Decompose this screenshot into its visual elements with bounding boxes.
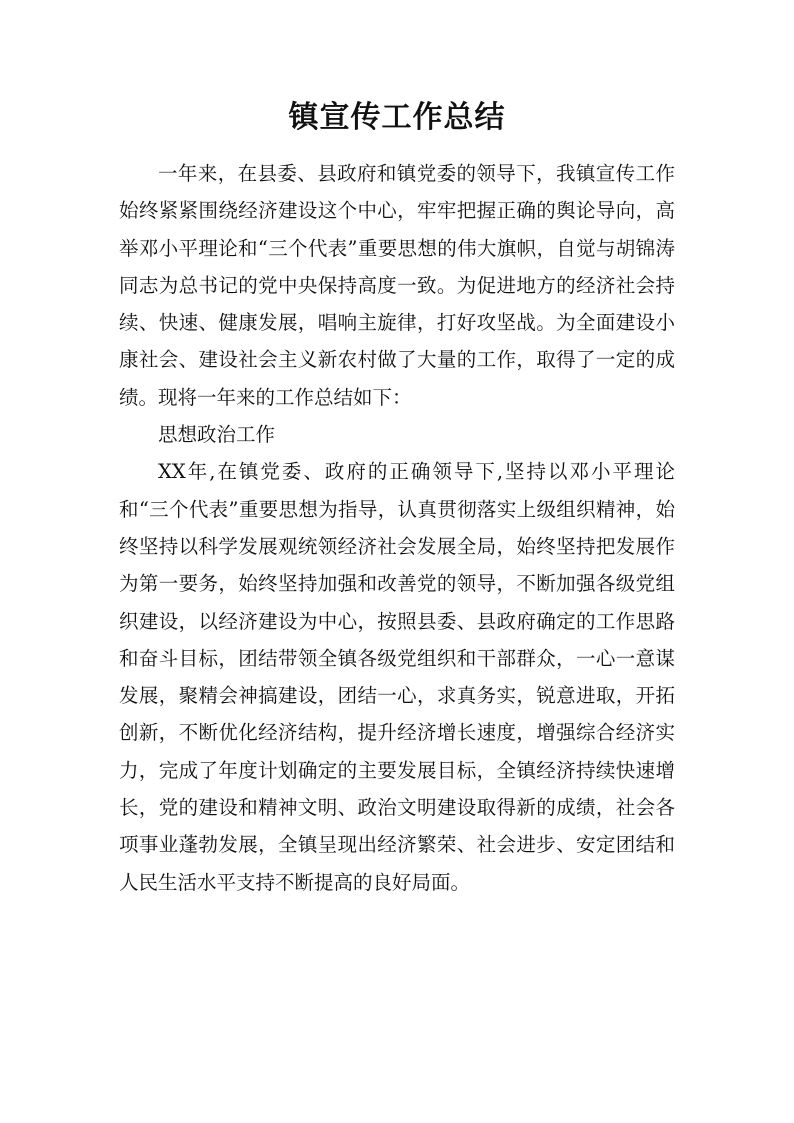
section-paragraph: XX年,在镇党委、政府的正确领导下,坚持以邓小平理论和“三个代表”重要思想为指导，认真贯彻落实上级组织精神，始终坚持以科学发展观统领经济社会发展全局，始终坚持把发展作为第一要务，始终坚持加强和改善党的领导，不断加强各级党组织建设，以经济建设为中心，按照县委、县政府确定的工作思路和奋斗目标，团结带领全镇各级党组织和干部群众，一心一意谋发展，聚精会神搞建设，团结一心，求真务实，锐意进取，开拓创新，不断优化经济结构，提升经济增长速度，增强综合经济实力，完成了年度计划确定的主要发展目标，全镇经济持续快速增长，党的建设和精神文明、政治文明建设取得新的成绩，社会各项事业蓬勃发展，全镇呈现出经济繁荣、社会进步、安定团结和人民生活水平支持不断提高的良好局面。 (119, 460, 675, 894)
document-body (119, 155, 675, 901)
section-heading: 思想政治工作 (158, 423, 276, 447)
intro-paragraph: 一年来，在县委、县政府和镇党委的领导下，我镇宣传工作始终紧紧围绕经济建设这个中心，牢牢把握正确的舆论导向，高举邓小平理论和“三个代表”重要思想的伟大旗帜，自觉与胡锦涛同志为总书记的党中央保持高度一致。为促进地方的经济社会持续、快速、健康发展，唱响主旋律，打好攻坚战。为全面建设小康社会、建设社会主义新农村做了大量的工作，取得了一定的成绩。现将一年来的工作总结如下： (119, 162, 675, 409)
document-title: 镇宣传工作总结 (288, 100, 506, 135)
